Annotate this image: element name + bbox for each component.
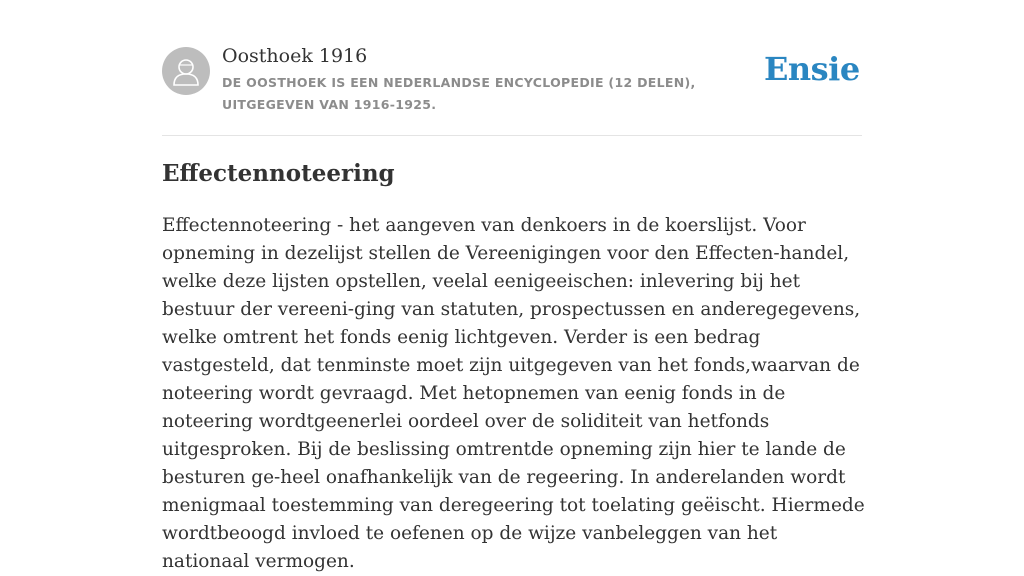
entry-body: Effectennoteering - het aangeven van denkoers in de koerslijst. Voor opneming in dezelijst stellen de Vereenigingen voor den Effecten-handel, welke deze lijsten opstellen, veelal eenigeeischen: inlevering bij het bestuur der vereeni-ging van statuten, prospectussen en anderegegevens, welke omtrent het fonds eenig lichtgeven. Verder is een bedrag vastgesteld, dat tenminste moet zijn uitgegeven van het fonds,waarvan de noteering wordt gevraagd. Met hetopnemen van eenig fonds in de noteering wordtgeenerlei oordeel over de soliditeit van hetfonds uitgesproken. Bij de beslissing omtrentde opneming zijn hier te lande de besturen ge-heel onafhankelijk van de regeering. In anderelanden wordt menigmaal toestemming van deregeering tot toelating geëischt. Hiermede wordtbeoogd invloed te oefenen op de wijze vanbeleggen van het nationaal vermogen. xyxy=(162,215,865,572)
source-title[interactable]: Oosthoek 1916 xyxy=(222,45,368,67)
source-description: DE OOSTHOEK IS EEN NEDERLANDSE ENCYCLOPEDIE (12 DELEN), UITGEGEVEN VAN 1916-1925. xyxy=(222,75,696,112)
avatar[interactable] xyxy=(162,47,210,95)
entry-title: Effectennoteering xyxy=(162,160,395,187)
user-silhouette-icon xyxy=(162,47,210,95)
source-header xyxy=(162,0,862,136)
ensie-logo[interactable]: Ensie xyxy=(764,50,860,88)
page-container xyxy=(162,0,865,572)
